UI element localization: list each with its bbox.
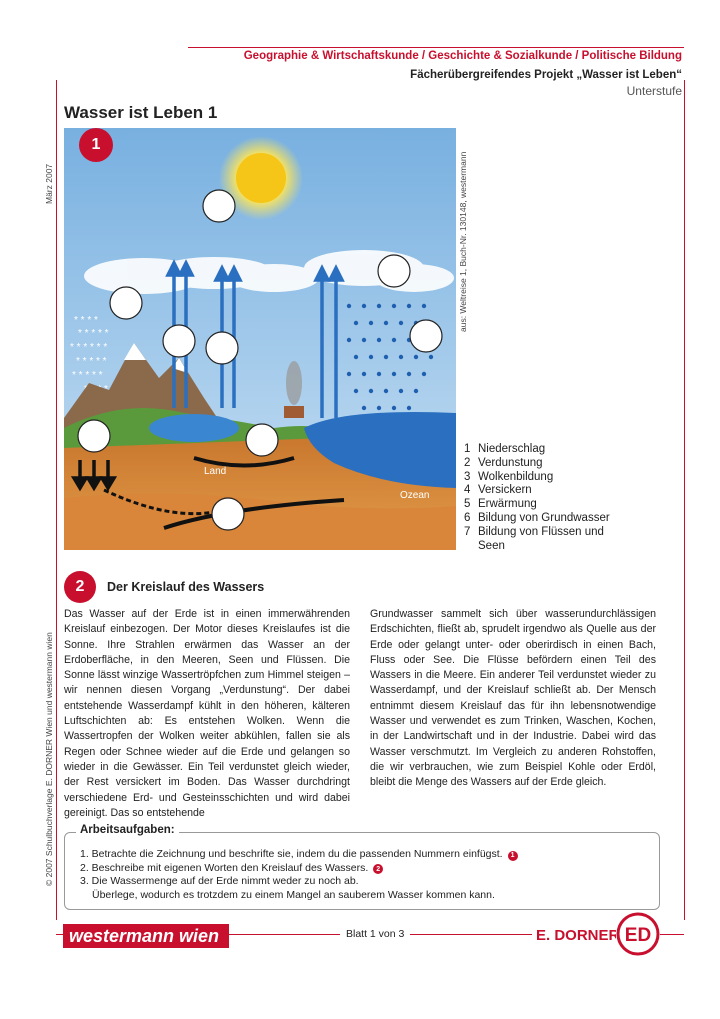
svg-text:ED: ED <box>624 925 652 946</box>
legend-item: 7 Bildung von Flüssen und <box>464 525 604 538</box>
image-source-label: aus: Weltreise 1, Buch-Nr. 130148, westermann <box>458 151 468 332</box>
task-item: Überlege, wodurch es trotzdem zu einem Mangel an sauberem Wasser kommen kann. <box>92 888 495 901</box>
seepage-arrows <box>74 460 114 488</box>
legend-item: 4 Versickern <box>464 484 532 497</box>
svg-text:* * * * * *: * * * * * * <box>70 342 108 353</box>
legend-item: 5 Erwärmung <box>464 498 537 511</box>
right-margin-rule <box>684 80 685 920</box>
section-title: Der Kreislauf des Wassers <box>107 580 265 594</box>
text-column-right: Grundwasser sammelt sich über wasserundurchlässigen Erdschichten, fließt ab, sprudelt irgendwo als Quelle aus der Erde oder gelangt unter- oder oberirdisch in einen Bach, Fluss oder See. Die Flüsse befördern einen Teil des Wassers in die Meere. Ein anderer Teil verdunstet wieder zu Wasserdampf, und der Kreislauf schließt ab. Der Mensch entnimmt diesem Kreislauf das für ihn lebensnotwendige Wasser und verwendet es zum Trinken, Waschen, Kochen, in der Landwirtschaft und in der Industrie. Dabei wird das Wasser verschmutzt. Im Vergleich zu anderen Rohstoffen, die wir verbrauchen, wie zum Beispiel Kohle oder Erdöl, bleibt die Menge des Wassers auf der Erde gleich. <box>370 608 656 789</box>
task-marker-1: 1 <box>508 851 518 861</box>
svg-text:* * * * *: * * * * * <box>78 328 109 339</box>
village <box>284 406 304 418</box>
land-label: Land <box>204 466 227 477</box>
legend-item: 1 Niederschlag <box>464 443 546 455</box>
svg-text:* * * * *: * * * * * <box>72 370 103 381</box>
ocean-label: Ozean <box>400 490 430 501</box>
westermann-logo: westermann wien <box>63 924 229 948</box>
svg-text:* * * * *: * * * * * <box>76 356 107 367</box>
legend-item: 3 Wolkenbildung <box>464 470 554 483</box>
task-item: 2. Beschreibe mit eigenen Worten den Kreislauf des Wassers. 2 <box>80 862 518 876</box>
section-1-marker: 1 <box>79 128 113 162</box>
legend-item: 6 Bildung von Grundwasser <box>464 511 610 524</box>
dorner-logo-icon <box>616 912 660 956</box>
header-rule <box>188 47 684 48</box>
legend-item: Seen <box>478 539 505 552</box>
task-item: 3. Die Wassermenge auf der Erde nimmt weder zu noch ab. <box>80 875 359 888</box>
lake <box>149 414 239 442</box>
svg-text:* * * *: * * * * <box>74 315 98 326</box>
tasks-list <box>80 848 518 902</box>
task-item: 1. Betrachte die Zeichnung und beschrifte sie, indem du die passenden Nummern einfügst. 1 <box>80 848 518 862</box>
copyright-side-label: © 2007 Schulbuchverlage E. DORNER Wien und westermann wien <box>44 632 54 886</box>
task-marker-2: 2 <box>373 864 383 874</box>
sun <box>236 153 286 203</box>
legend <box>464 443 610 553</box>
project-title: Fächerübergreifendes Projekt „Wasser ist Leben“ <box>410 69 682 81</box>
text-column-left: Das Wasser auf der Erde ist in einen immerwährenden Kreislauf einbezogen. Der Motor dieses Kreislaufes ist die Sonne. Ihre Strahlen erwärmen das Wasser an der Erdoberfläche, in den Meeren, Seen und Flüssen. Die Sonne lässt winzige Wassertröpfchen zum Himmel steigen – wir nennen diesen Vorgang „Verdunstung“. Der dabei entstehende Wasserdampf kühlt in den höheren, kälteren Luftschichten ab: Es entstehen Wolken. Wenn die Wassertropfen der Wolken weiter abkühlen, fallen sie als Regen oder Schnee wieder auf die Erde und gelangen so wieder in die Gewässer. Ein Teil verdunstet gleich wieder, der Rest versickert im Boden. Das Wasser durchdringt verschiedene Erd- und Gesteinsschichten und wird dabei gereinigt. Das so entstehende <box>64 608 350 819</box>
water-cycle-illustration <box>64 128 456 550</box>
grade-level: Unterstufe <box>626 84 682 98</box>
page-number: Blatt 1 von 3 <box>340 928 410 940</box>
subjects-header: Geographie & Wirtschaftskunde / Geschichte & Sozialkunde / Politische Bildung <box>243 50 682 62</box>
tasks-title: Arbeitsaufgaben: <box>76 824 179 836</box>
date-side-label: März 2007 <box>44 163 54 204</box>
legend-item: 2 Verdunstung <box>464 456 543 469</box>
page-title: Wasser ist Leben 1 <box>64 103 218 122</box>
smoke <box>286 361 302 405</box>
left-margin-rule <box>56 80 57 920</box>
dorner-wordmark: E. DORNER <box>532 927 619 944</box>
section-2-marker: 2 <box>64 571 96 603</box>
